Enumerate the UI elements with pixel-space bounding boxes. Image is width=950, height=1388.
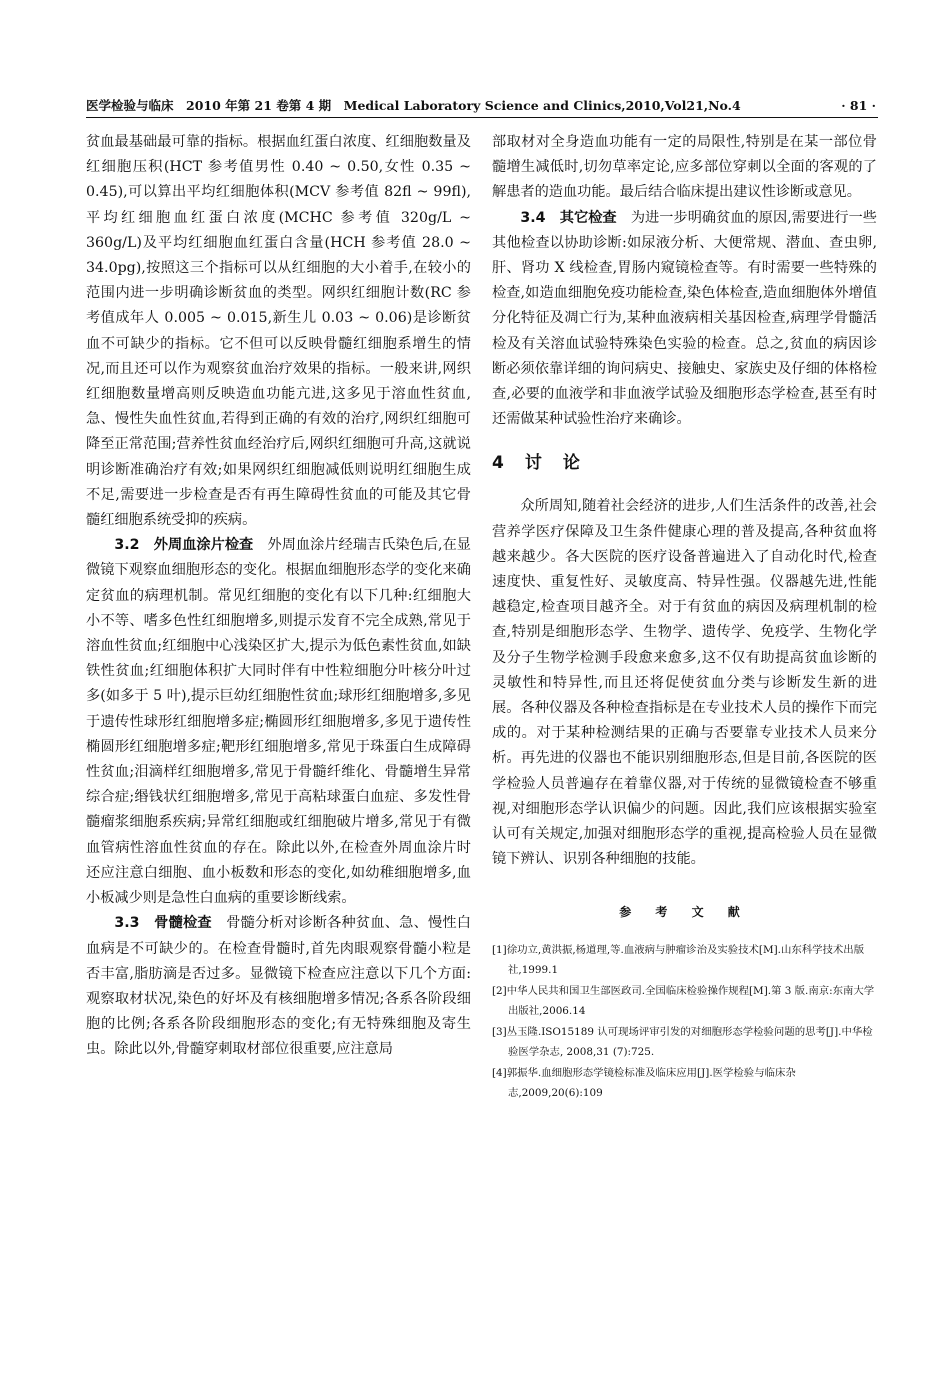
section-text-3-4: 为进一步明确贫血的原因,需要进行一些其他检查以协助诊断:如尿液分析、大便常规、潜血、查虫卵,肝、肾功 X 线检查,胃肠内窥镜检查等。有时需要一些特殊的检查,如造血细胞免疫功能检查,染色体检查,造血细胞体外增值分化特征及凋亡行为,某种血液病相关基因检查,病理学骨髓活检及有关溶血试验特殊染色实验的检查。总之,贫血的病因诊断必须依靠详细的询问病史、接触史、家族史及仔细的体格检查,必要的血液学和非血液学试验及细胞形态学检查,甚至有时还需做某种试验性治疗来确诊。 xyxy=(492,209,877,428)
reference-item: [2]中华人民共和国卫生部医政司.全国临床检验操作规程[M].第 3 版.南京:东南大学出版社,2006.14 xyxy=(492,984,875,1017)
left-column xyxy=(86,130,471,1063)
paragraph-continued: 部取材对全身造血功能有一定的局限性,特别是在某一部位骨髓增生减低时,切勿草率定论,应多部位穿刺以全面的客观的了解患者的造血功能。最后结合临床提出建议性诊断或意见。 xyxy=(492,134,877,201)
header-rule xyxy=(86,117,878,118)
references-title: 参 考 文 献 xyxy=(619,905,750,920)
discussion-paragraph: 众所周知,随着社会经济的进步,人们生活条件的改善,社会营养学医疗保障及卫生条件健康心理的普及提高,各种贫血将越来越少。各大医院的医疗设备普遍进入了自动化时代,检查速度快、重复性好、灵敏度高、特异性强。仪器越先进,性能越稳定,检查项目越齐全。对于有贫血的病因及病理机制的检查,特别是细胞形态学、生物学、遗传学、免疫学、生物化学及分子生物学检测手段愈来愈多,这不仅有助提高贫血诊断的灵敏性和特异性,而且还将促使贫血分类与诊断发生新的进展。各种仪器及各种检查指标是在专业技术人员的操作下而完成的。对于某种检测结果的正确与否要靠专业技术人员来分析。再先进的仪器也不能识别细胞形态,但是目前,各医院的医学检验人员普遍存在着靠仪器,对于传统的显微镜检查不够重视,对细胞形态学认识偏少的问题。因此,我们应该根据实验室认可有关规定,加强对细胞形态学的重视,提高检验人员在显微镜下辨认、识别各种细胞的技能。 xyxy=(492,498,877,868)
journal-citation: 医学检验与临床 2010 年第 21 卷第 4 期 Medical Laboratory Science and Clinics,2010,Vol21,No.4 xyxy=(86,98,741,113)
section-text-3-3: 骨髓分析对诊断各种贫血、急、慢性白血病是不可缺少的。在检查骨髓时,首先肉眼观察骨髓小粒是否丰富,脂肪滴是否过多。显微镜下检查应注意以下几个方面:观察取材状况,染色的好坏及有核细胞增多情况;各系各阶段细胞的比例;各系各阶段细胞形态的变化;有无特殊细胞及寄生虫。除此以外,骨髓穿刺取材部位很重要,应注意局 xyxy=(86,915,471,1058)
section-3-2 xyxy=(86,533,471,911)
section-3-4 xyxy=(492,206,877,433)
section-3-3 xyxy=(86,911,471,1062)
paragraph-blood-indices: 贫血最基础最可靠的指标。根据血红蛋白浓度、红细胞数量及红细胞压积(HCT 参考值男性 0.40 ~ 0.50,女性 0.35 ~ 0.45),可以算出平均红细胞体积(MCV 参考值 82fl ~ 99fl),平均红细胞血红蛋白浓度(MCHC 参考值 320g/L ~ 360g/L)及平均红细胞血红蛋白含量(HCH 参考值 28.0 ~ 34.0pg),按照这三个指标可以从红细胞的大小着手,在较小的范围内进一步明确诊断贫血的类型。网织红细胞计数(RC 参考值成年人 0.005 ~ 0.015,新生儿 0.03 ~ 0.06)是诊断贫血不可缺少的指标。它不但可以反映骨髓红细胞系增生的情况,而且还可以作为观察贫血治疗效果的指标。一般来讲,网织红细胞数量增高则反映造血功能亢进,这多见于溶血性贫血,急、慢性失血性贫血,若得到正确的有效的治疗,网织红细胞可降至正常范围;营养性贫血经治疗后,网织红细胞可升高,这就说明诊断准确治疗有效;如果网织红细胞减低则说明红细胞生成不足,需要进一步检查是否有再生障碍性贫血的可能及其它骨髓红细胞系统受抑的疾病。 xyxy=(86,134,471,529)
running-header xyxy=(86,96,876,116)
reference-item: [1]徐功立,黄洪振,杨道理,等.血液病与肿瘤诊治及实验技术[M].山东科学技术出版社,1999.1 xyxy=(492,943,865,976)
reference-item: [4]郭振华.血细胞形态学镜检标准及临床应用[J].医学检验与临床杂志,2009,20(6):109 xyxy=(492,1066,796,1099)
section-heading-3-2: 3.2 外周血涂片检查 xyxy=(114,537,254,554)
section-heading-3-4: 3.4 其它检查 xyxy=(520,209,617,226)
reference-item: [3]丛玉隆.ISO15189 认可现场评审引发的对细胞形态学检验问题的思考[J].中华检验医学杂志, 2008,31 (7):725. xyxy=(492,1025,873,1058)
section-heading-3-3: 3.3 骨髓检查 xyxy=(114,915,212,932)
section-text-3-2: 外周血涂片经瑞吉氏染色后,在显微镜下观察血细胞形态的变化。根据血细胞形态学的变化来确定贫血的病理机制。常见红细胞的变化有以下几种:红细胞大小不等、嗜多色性红细胞增多,则提示发育不完全成熟,常见于溶血性贫血;红细胞中心浅染区扩大,提示为低色素性贫血,如缺铁性贫血;红细胞体积扩大同时伴有中性粒细胞分叶核分叶过多(如多于 5 叶),提示巨幼红细胞性贫血;球形红细胞增多,多见于遗传性球形红细胞增多症;椭圆形红细胞增多,多见于遗传性椭圆形红细胞增多症;靶形红细胞增多,常见于珠蛋白生成障碍性贫血;泪滴样红细胞增多,常见于骨髓纤维化、骨髓增生异常综合症;缗钱状红细胞增多,常见于高粘球蛋白血症、多发性骨髓瘤浆细胞系疾病;异常红细胞或红细胞破片增多,常见于有微血管病性溶血性贫血的存在。除此以外,在检查外周血涂片时还应注意白细胞、血小板数和形态的变化,如幼稚细胞增多,血小板减少则是急性白血病的重要诊断线索。 xyxy=(86,537,471,907)
section-heading-4: 4 讨 论 xyxy=(492,453,582,474)
right-column xyxy=(492,130,877,1104)
reference-list xyxy=(492,940,877,1103)
page-number: · 81 · xyxy=(841,98,876,113)
